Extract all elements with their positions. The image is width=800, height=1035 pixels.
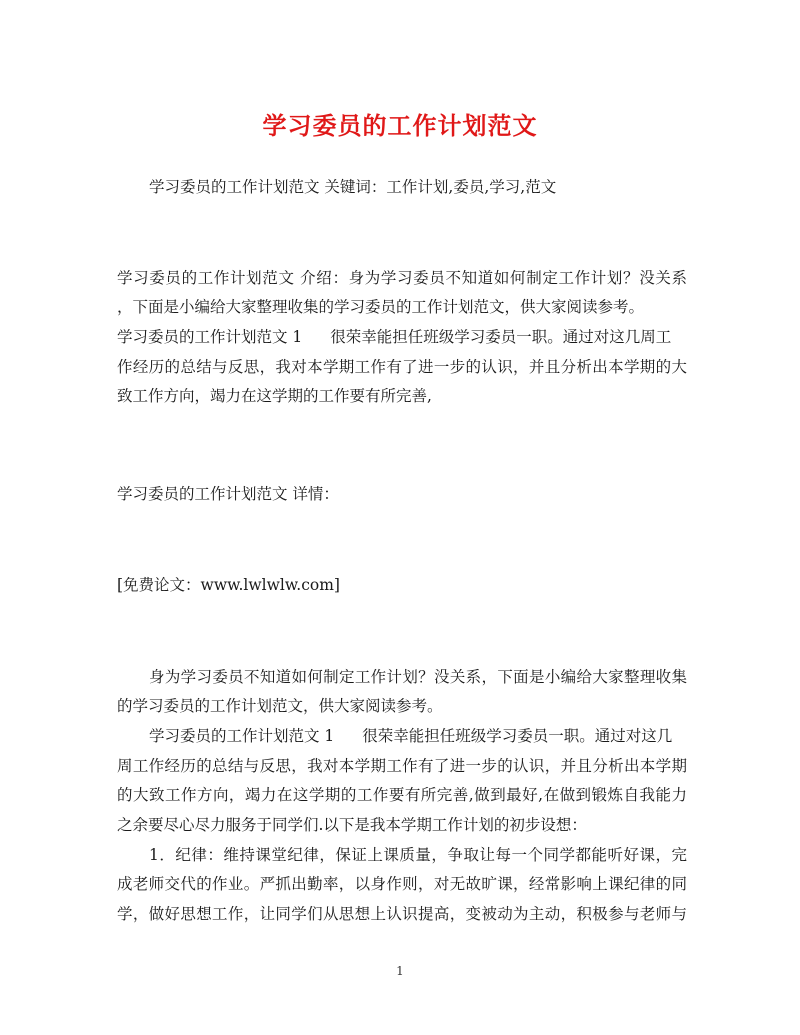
intro-line (117, 326, 687, 348)
body-line: 的学习委员的工作计划范文，供大家阅读参考。 (117, 697, 443, 715)
document-title: 学习委员的工作计划范文 (262, 111, 538, 140)
page-number: 1 (396, 964, 404, 978)
intro-line: 作经历的总结与反思，我对本学期工作有了进一步的认识，并且分析出本学期的大 (117, 358, 687, 376)
body-sample-label: 学习委员的工作计划范文 1 (149, 727, 335, 745)
body-line: 的大致工作方向，竭力在这学期的工作要有所完善,做到最好,在做到锻炼自我能力 (117, 786, 687, 804)
body-line: 周工作经历的总结与反思，我对本学期工作有了进一步的认识，并且分析出本学期 (117, 757, 687, 775)
intro-sample-text: 很荣幸能担任班级学习委员一职。通过对这几周工 (330, 328, 672, 346)
body-line: 身为学习委员不知道如何制定工作计划？没关系，下面是小编给大家整理收集 (149, 668, 687, 686)
details-label: 学习委员的工作计划范文 详情： (117, 485, 339, 503)
intro-line: 致工作方向，竭力在这学期的工作要有所完善, (117, 387, 432, 405)
body-line: 学，做好思想工作，让同学们从思想上认识提高，变被动为主动，积极参与老师与 (117, 905, 687, 923)
intro-line: 学习委员的工作计划范文 介绍：身为学习委员不知道如何制定工作计划？没关系 (117, 269, 687, 287)
body-line: 成老师交代的作业。严抓出勤率，以身作则，对无故旷课，经常影响上课纪律的同 (117, 875, 687, 893)
body-line (149, 725, 687, 747)
body-sample-text: 很荣幸能担任班级学习委员一职。通过对这几 (362, 727, 673, 745)
keywords-line: 学习委员的工作计划范文 关键词：工作计划,委员,学习,范文 (149, 178, 557, 196)
intro-line: ，下面是小编给大家整理收集的学习委员的工作计划范文，供大家阅读参考。 (117, 298, 645, 316)
body-line: 之余要尽心尽力服务于同学们.以下是我本学期工作计划的初步设想： (117, 816, 587, 834)
body-line: 1．纪律：维持课堂纪律，保证上课质量，争取让每一个同学都能听好课，完 (149, 846, 687, 864)
source-tag: [免费论文：www.lwlwlw.com] (117, 576, 340, 594)
intro-sample-label: 学习委员的工作计划范文 1 (117, 328, 303, 346)
